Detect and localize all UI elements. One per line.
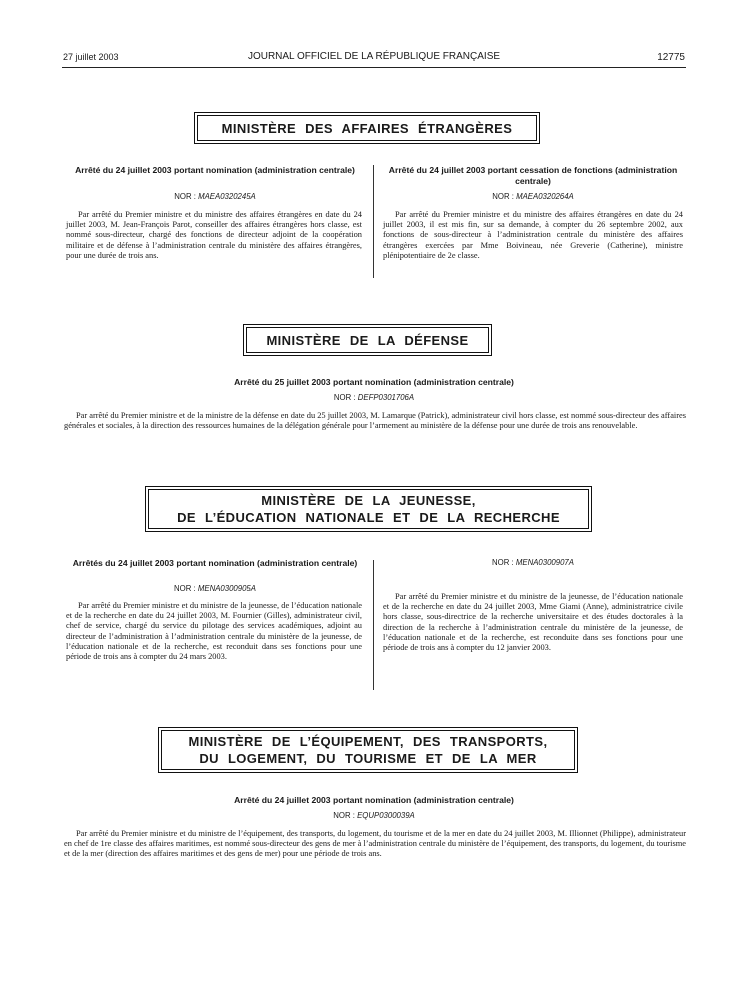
decree-text: Par arrêté du Premier ministre et du ministre des affaires étrangères en date du 24 juillet 2003, M. Jean-François Parot, conseiller des affaires étrangères hors classe, est nommé sous-directeur, chargé des fonctions de directeur adjoint de la coopération militaire et de défense à l’administration centrale du ministère des affaires étrangères, pour une durée de trois ans.: [66, 210, 362, 260]
decree-title: Arrêtés du 24 juillet 2003 portant nomination (administration centrale): [72, 558, 358, 568]
ministry-title: [189, 733, 548, 767]
decree-text: Par arrêté du Premier ministre et du ministre de l’équipement, des transports, du logement, du tourisme et de la mer en date du 24 juillet 2003, M. Illionnet (Philippe), administrateur en chef de 1re classe des affaires maritimes, est nommé sous-directeur des gens de mer à l’administration centrale du ministère de l’équipement, des transports, du logement, du tourisme et de la mer (direction des affaires maritimes et des gens de mer) pour une période de trois ans.: [64, 829, 686, 859]
ministry-title-line: DE L’ÉDUCATION NATIONALE ET DE LA RECHERCHE: [177, 510, 560, 525]
ministry-box-affaires-etrangeres: [194, 112, 540, 144]
issue-date: 27 juillet 2003: [63, 52, 119, 62]
decree-title: Arrêté du 25 juillet 2003 portant nomination (administration centrale): [234, 377, 514, 387]
decree-title: Arrêté du 24 juillet 2003 portant cessation de fonctions (administration centrale): [388, 165, 678, 186]
ministry-box-equipement: [158, 727, 578, 773]
ministry-title: MINISTÈRE DE LA DÉFENSE: [266, 332, 469, 348]
nor-reference: NOR : DEFP0301706A: [333, 393, 415, 402]
ministry-title-line: MINISTÈRE DE LA JEUNESSE,: [261, 493, 476, 508]
nor-reference: NOR : MENA0300907A: [492, 558, 574, 567]
ministry-title-line: MINISTÈRE DE L’ÉQUIPEMENT, DES TRANSPORTS,: [188, 734, 548, 749]
ministry-box-defense: [243, 324, 492, 356]
decree-title: Arrêté du 24 juillet 2003 portant nomination (administration centrale): [75, 165, 355, 175]
nor-reference: NOR : MAEA0320264A: [492, 192, 574, 201]
decree-text: Par arrêté du Premier ministre et du ministre de la jeunesse, de l’éducation nationale et de la recherche en date du 24 juillet 2003, Mme Giami (Anne), administratrice civile hors classe, sous-directrice de la recherche universitaire et des études doctorales à la direction de la recherche à l’administration centrale du ministère de la jeunesse, de l’éducation nationale et de la recherche, est reconduite dans ses fonctions pour une période de trois ans à compter du 12 janvier 2003.: [383, 592, 683, 653]
ministry-box-education: [145, 486, 592, 532]
ministry-title-line: DU LOGEMENT, DU TOURISME ET DE LA MER: [199, 751, 537, 766]
ministry-title: [177, 492, 560, 526]
journal-title: JOURNAL OFFICIEL DE LA RÉPUBLIQUE FRANÇAISE: [247, 51, 501, 62]
decree-text: Par arrêté du Premier ministre et de la ministre de la défense en date du 25 juillet 2003, M. Lamarque (Patrick), administrateur civil hors classe, est nommé sous-directeur des affaires générales et sociales, à la direction des ressources humaines de la délégation générale pour l’armement au ministère de la défense pour une durée de trois ans renouvelable.: [64, 411, 686, 431]
decree-text: Par arrêté du Premier ministre et du ministre des affaires étrangères en date du 24 juillet 2003, il est mis fin, sur sa demande, à compter du 26 septembre 2002, aux fonctions de sous-directeur à l’administration centrale du ministère des affaires étrangères exercées par Mme Boivineau, née Greverie (Catherine), ministre plénipotentiaire de 2e classe.: [383, 210, 683, 260]
nor-reference: NOR : MAEA0320245A: [174, 192, 256, 201]
nor-reference: NOR : EQUP0300039A: [333, 811, 415, 820]
ministry-title: MINISTÈRE DES AFFAIRES ÉTRANGÈRES: [221, 120, 513, 136]
decree-text: Par arrêté du Premier ministre et du ministre de la jeunesse, de l’éducation nationale et de la recherche en date du 24 juillet 2003, M. Fournier (Gilles), administrateur civil, chef de service, chargé du service du pilotage des services académiques, adjoint au directeur de l’administration à l’administration centrale du ministère de la jeunesse, de l’éducation nationale et de la recherche, est reconduit dans ses fonctions pour une période de trois ans à compter du 24 mars 2003.: [66, 601, 362, 662]
decree-title: Arrêté du 24 juillet 2003 portant nomination (administration centrale): [234, 795, 514, 805]
column-separator: [373, 165, 374, 278]
column-separator: [373, 560, 374, 690]
nor-reference: NOR : MENA0300905A: [174, 584, 256, 593]
page-number: 12775: [657, 52, 685, 63]
header-rule: [62, 67, 686, 68]
